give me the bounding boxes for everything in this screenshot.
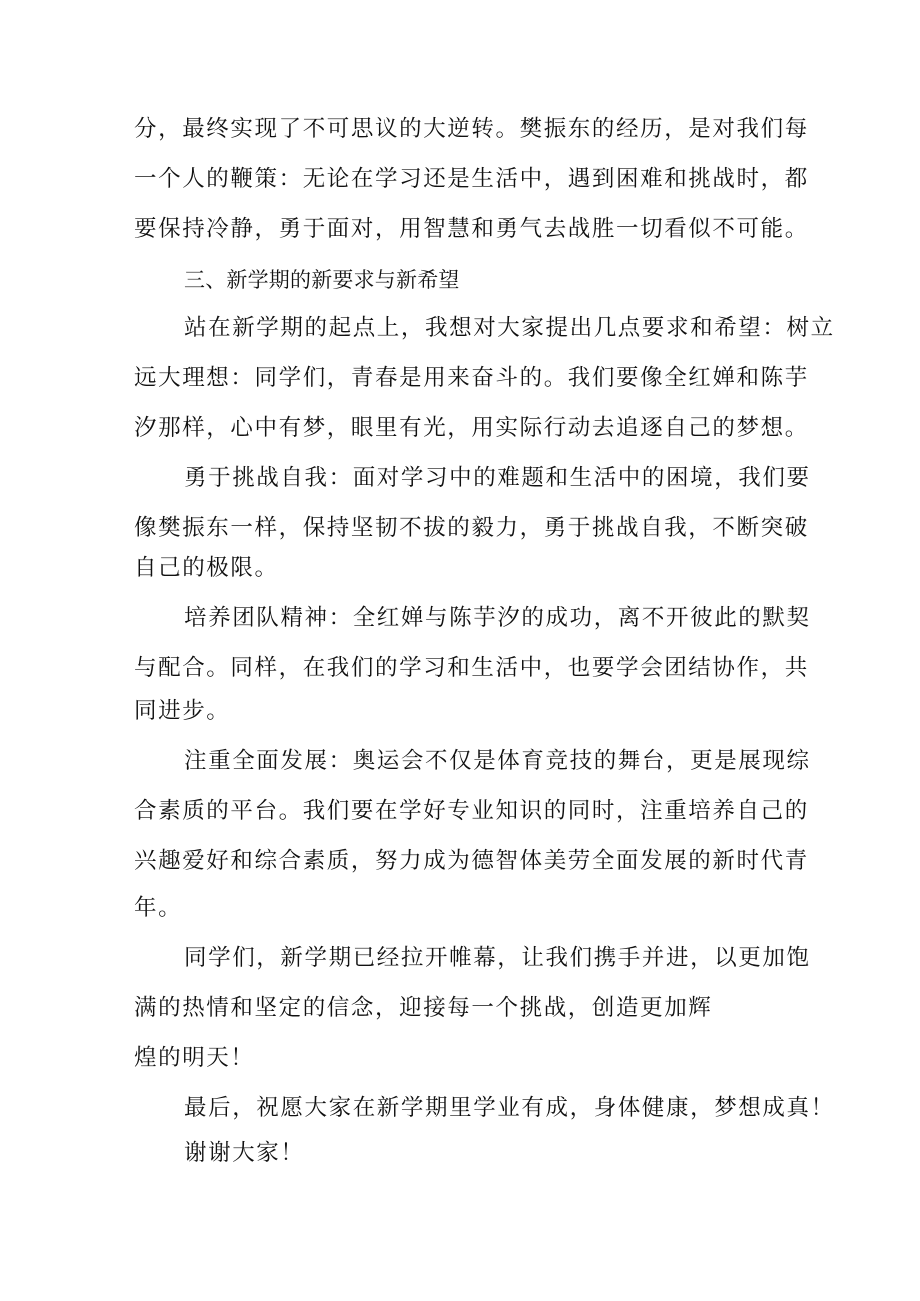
text-line: 汐那样，心中有梦，眼里有光，用实际行动去追逐自己的梦想。 bbox=[134, 415, 809, 441]
text-line: 同进步。 bbox=[134, 698, 231, 724]
text-line: 合素质的平台。我们要在学好专业知识的同时，注重培养自己的 bbox=[134, 798, 809, 824]
text-line: 勇于挑战自我：面对学习中的难题和生活中的困境，我们要 bbox=[184, 465, 811, 491]
text-line: 最后，祝愿大家在新学期里学业有成，身体健康，梦想成真！ bbox=[184, 1095, 835, 1121]
text-line: 满的热情和坚定的信念，迎接每一个挑战，创造更加辉 bbox=[134, 995, 713, 1021]
text-line: 自己的极限。 bbox=[134, 555, 279, 581]
text-line: 远大理想：同学们，青春是用来奋斗的。我们要像全红婵和陈芋 bbox=[134, 365, 809, 391]
text-line: 煌的明天！ bbox=[134, 1045, 255, 1071]
section-heading: 三、新学期的新要求与新希望 bbox=[184, 268, 460, 292]
text-line: 像樊振东一样，保持坚韧不拔的毅力，勇于挑战自我，不断突破 bbox=[134, 515, 809, 541]
text-line: 与配合。同样，在我们的学习和生活中，也要学会团结协作，共 bbox=[134, 655, 809, 681]
text-line: 年。 bbox=[134, 895, 183, 921]
text-line: 谢谢大家！ bbox=[184, 1140, 305, 1166]
text-line: 一个人的鞭策：无论在学习还是生活中，遇到困难和挑战时，都 bbox=[134, 166, 809, 192]
text-line: 同学们，新学期已经拉开帷幕，让我们携手并进，以更加饱 bbox=[184, 945, 811, 971]
text-line: 培养团队精神：全红婵与陈芋汐的成功，离不开彼此的默契 bbox=[184, 605, 811, 631]
text-line: 分，最终实现了不可思议的大逆转。樊振东的经历，是对我们每 bbox=[134, 116, 809, 142]
text-line: 要保持冷静，勇于面对，用智慧和勇气去战胜一切看似不可能。 bbox=[134, 216, 809, 242]
text-line: 兴趣爱好和综合素质，努力成为德智体美劳全面发展的新时代青 bbox=[134, 848, 809, 874]
text-line: 站在新学期的起点上，我想对大家提出几点要求和希望：树立 bbox=[184, 315, 835, 341]
text-line: 注重全面发展：奥运会不仅是体育竞技的舞台，更是展现综 bbox=[184, 748, 811, 774]
